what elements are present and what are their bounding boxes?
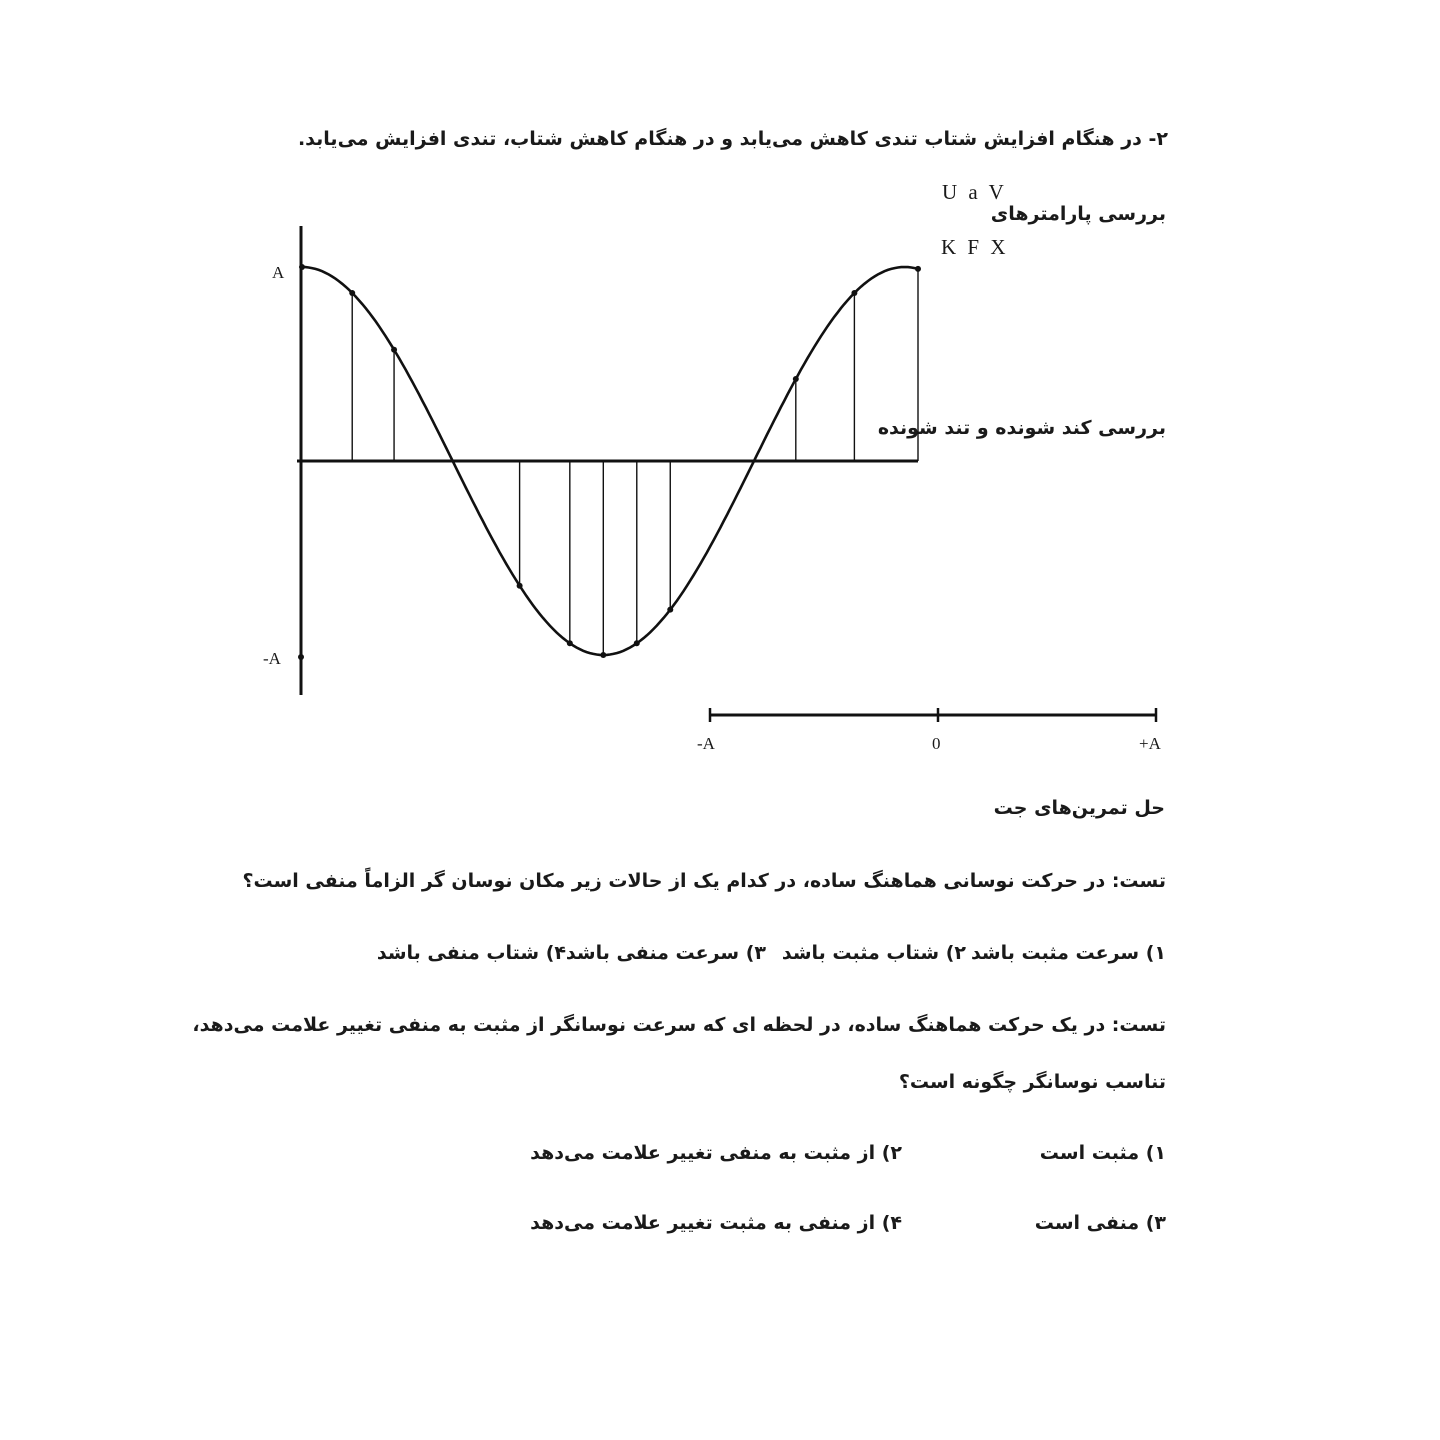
curve-dot-9 — [851, 290, 857, 296]
curve-dot-8 — [793, 376, 799, 382]
curve-dot-1 — [349, 290, 355, 296]
x-axis-label-neg: -A — [697, 734, 715, 753]
y-bottom-dot — [298, 654, 304, 660]
q1-option-4[interactable]: ۴) شتاب منفی باشد — [376, 942, 566, 964]
q1-option-2[interactable]: ۲) شتاب مثبت باشد — [781, 942, 966, 964]
curve-dot-3 — [517, 583, 523, 589]
curve-start-dot — [299, 264, 305, 270]
q2-text-line-2: تناسب نوسانگر چگونه است؟ — [898, 1071, 1166, 1093]
q2-option-1[interactable]: ۱) مثبت است — [1039, 1142, 1166, 1164]
y-bottom-label: -A — [263, 649, 281, 668]
q2-text-line-1: تست: در یک حرکت هماهنگ ساده، در لحظه ای که سرعت نوسانگر از مثبت به منفی تغییر علامت می‌دهد، — [192, 1014, 1166, 1036]
q1-text: تست: در حرکت نوسانی هماهنگ ساده، در کدام یک از حالات زیر مکان نوسان گر الزاماً منفی است؟ — [242, 870, 1166, 892]
q2-option-2[interactable]: ۲) از مثبت به منفی تغییر علامت می‌دهد — [530, 1142, 902, 1164]
q1-option-3[interactable]: ۳) سرعت منفی باشد — [565, 942, 766, 964]
x-axis-label-zero: 0 — [932, 734, 941, 753]
y-top-label: A — [272, 263, 285, 282]
curve-dot-10 — [915, 266, 921, 272]
x-axis-label-pos: +A — [1139, 734, 1161, 753]
curve-dot-4 — [567, 640, 573, 646]
params-label: بررسی پارامترهای — [990, 203, 1166, 225]
section-title: حل تمرین‌های جت — [993, 797, 1165, 819]
curve-dot-5 — [600, 652, 606, 658]
curve-dot-6 — [634, 640, 640, 646]
q2-option-4[interactable]: ۴) از منفی به مثبت تغییر علامت می‌دهد — [530, 1212, 902, 1234]
heading: ۲- در هنگام افزایش شتاب تندی کاهش می‌یابد و در هنگام کاهش شتاب، تندی افزایش می‌یابد. — [297, 128, 1168, 150]
curve-dot-7 — [667, 607, 673, 613]
params-row-2: K F X — [941, 235, 1009, 259]
speed-review-label: بررسی کند شونده و تند شونده — [877, 417, 1166, 439]
q2-option-3[interactable]: ۳) منفی است — [1034, 1212, 1166, 1234]
params-row-1: U a V — [942, 180, 1007, 204]
curve-dot-2 — [391, 347, 397, 353]
q1-option-1[interactable]: ۱) سرعت مثبت باشد — [970, 942, 1166, 964]
